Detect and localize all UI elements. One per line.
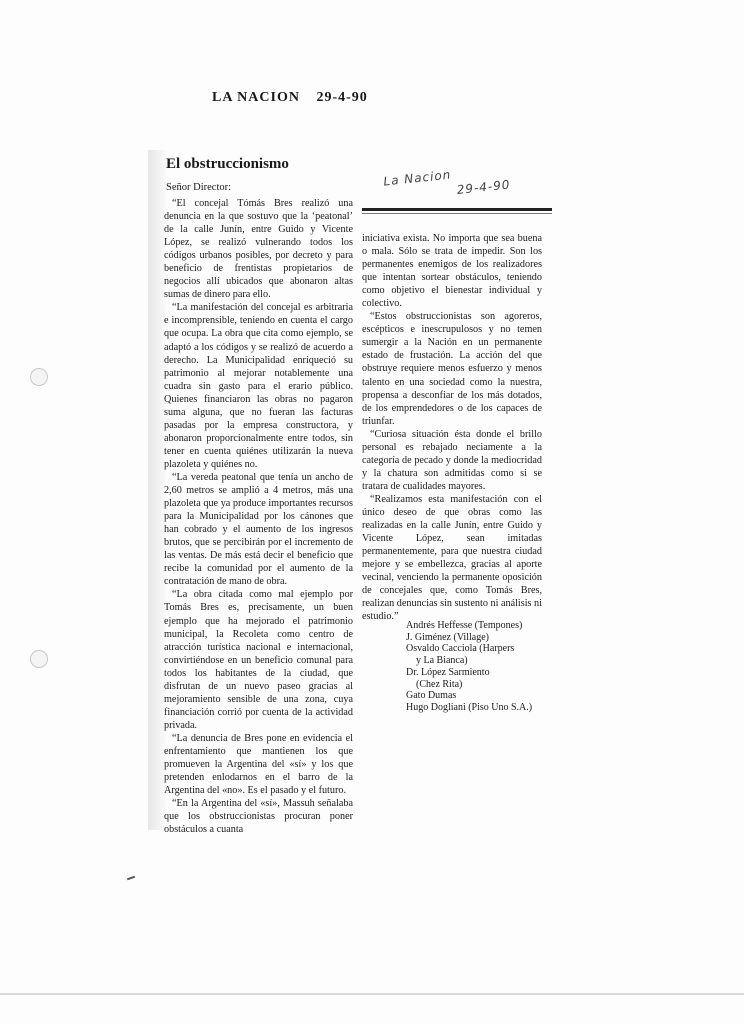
- newspaper-name: LA NACION: [212, 90, 300, 105]
- paragraph: “Estos obstruccionistas son agoreros, escépticos e inescrupulosos y no temen sumergir a la Nación en un permanente estado de frustación. La acción del que obstruye requiere menos esfuerzo y menos talento en una sociedad como la nuestra, propensa a desconfiar de los más dotados, de los emprendedores o de los capaces de triunfar.: [362, 311, 542, 427]
- column-divider-thin: [362, 213, 552, 214]
- source-header: [212, 90, 380, 106]
- letter-column-left: [164, 197, 353, 837]
- paragraph: “Realizamos esta manifestación con el único deseo de que obras como las realizadas en la calle Junín, entre Guido y Vicente López, sean imitadas permanentemente, para que nuestra ciudad mejore y se embellezca, gracias al aporte vecinal, venciendo la permanente oposición de concejales que, como Tomás Bres, realizan denuncias sin sustento ni análisis ni estudio.”: [362, 493, 542, 623]
- handwritten-date: 29-4-90: [456, 177, 512, 197]
- paragraph: iniciativa exista. No importa que sea buena o mala. Sólo se trata de impedir. Son los permanentes enemigos de los realizadores que intentan sortear obstáculos, teniendo como objetivo el bienestar individual y colectivo.: [362, 233, 542, 310]
- paragraph: “La manifestación del concejal es arbitraria e incomprensible, teniendo en cuenta el cargo que ocupa. La obra que cita como ejemplo, se adaptó a los códigos y se realizó de acuerdo a derecho. La Municipalidad enriqueció su patrimonio al mejorar notablemente una cuadra sin gasto para el erario público. Quienes financiaron las obras no pagaron suma alguna, que no fueran las facturas pasadas por la empresa constructora, y abonaron proporcionalmente entre todos, sin tener en cuenta quiénes utilizarán la nueva plazoleta y quiénes no.: [164, 302, 353, 470]
- publication-date: 29-4-90: [316, 90, 368, 105]
- signature-line: J. Giménez (Village): [406, 631, 489, 643]
- pen-mark: [127, 876, 135, 881]
- paragraph: “En la Argentina del «sí», Massuh señalaba que los obstruccionistas procuran poner obstáculos a cuanta: [164, 798, 353, 836]
- page-edge: [0, 993, 744, 995]
- letter-column-right: [362, 232, 542, 624]
- paragraph: “La vereda peatonal que tenía un ancho de 2,60 metros se amplió a 4 metros, más una plazoleta que ya produce importantes recursos para la Municipalidad por los cánones que han cobrado y el aumento de los ingresos brutos, que se percibirán por el incremento de las ventas. De más está decir el beneficio que recibe la comunidad por el aumento de la contratación de mano de obra.: [164, 471, 353, 588]
- handwritten-note: [383, 162, 511, 205]
- signatures: [406, 620, 532, 714]
- paragraph: “La obra citada como mal ejemplo por Tomás Bres es, precisamente, un buen ejemplo que ha mejorado el patrimonio municipal, la Recoleta como centro de atracción turística nacional e internacional, convirtiéndose en un beneficio comunal para todos los habitantes de la ciudad, que disfrutan de un nuevo paseo gracias al mejoramiento sensible de una zona, cuya financiación corrió por cuenta de la actividad privada.: [164, 589, 353, 731]
- handwritten-source: La Nacion: [382, 167, 452, 189]
- punch-hole-top: [30, 368, 48, 386]
- signature-line: y La Bianca): [416, 655, 468, 667]
- punch-hole-bottom: [30, 650, 48, 668]
- paragraph: “Curiosa situación ésta donde el brillo personal es rebajado neciamente a la categoría de pecado y donde la mediocridad y la chatura son admitidas como si se tratara de cualidades mayores.: [362, 428, 542, 492]
- paragraph: “La denuncia de Bres pone en evidencia el enfrentamiento que mantienen los que promueven la Argentina del «sí» y los que pretenden enlodarnos en el barro de la Argentina del «no». Es el pasado y el futuro.: [164, 732, 353, 797]
- signature-line: Gato Dumas: [406, 690, 457, 702]
- signature-line: (Chez Rita): [416, 678, 463, 690]
- salutation: Señor Director:: [166, 182, 232, 193]
- signature-line: Hugo Dogliani (Piso Uno S.A.): [406, 701, 533, 713]
- article-title: El obstruccionismo: [166, 156, 289, 172]
- signature-line: Dr. López Sarmiento: [406, 666, 490, 678]
- paragraph: “El concejal Tómás Bres realizó una denuncia en la que sostuvo que la ‘peatonal’ de la calle Junín, entre Guido y Vicente López, se realizó vulnerando todos los códigos urbanos posibles, por decreto y para beneficio de frentistas propietarios de negocios allí ubicados que abonaron altas sumas de dinero para ello.: [164, 198, 353, 301]
- column-divider: [362, 208, 552, 211]
- signature-line: Osvaldo Cacciola (Harpers: [406, 643, 515, 655]
- signature-line: Andrés Heffesse (Tempones): [406, 620, 523, 631]
